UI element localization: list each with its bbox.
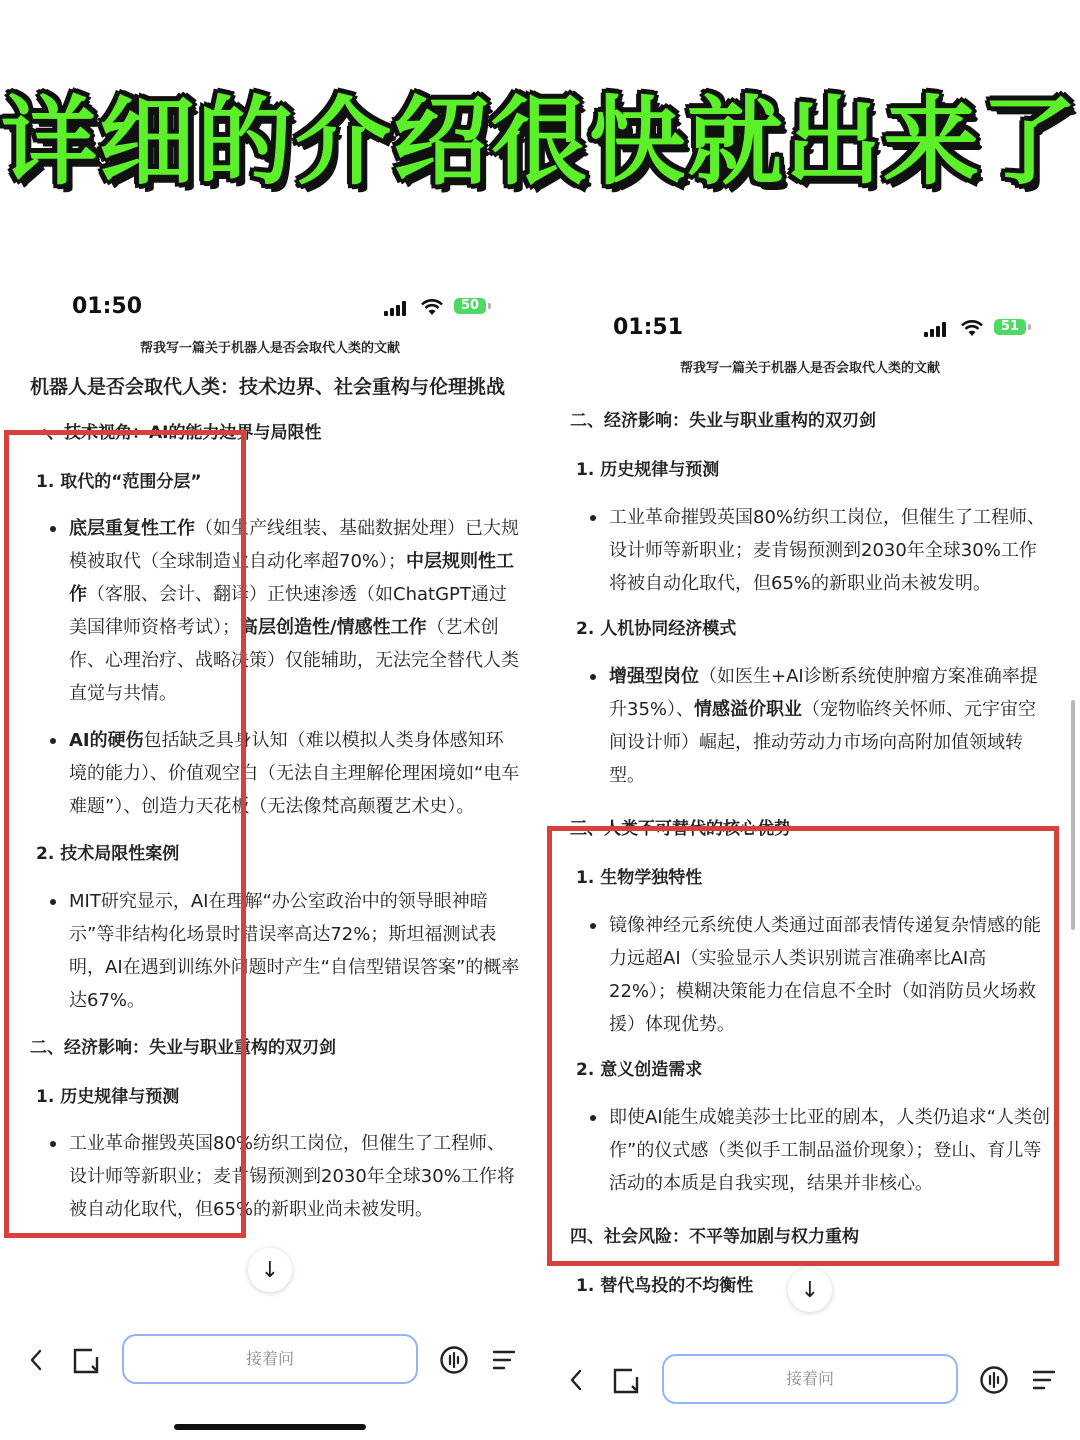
cellular-signal-icon [384,300,406,316]
subsection-heading: 1. 生物学独特性 [576,868,703,888]
status-time: 01:51 [613,315,684,340]
follow-up-input[interactable]: 接着问 [662,1354,958,1404]
menu-lines-icon[interactable] [1030,1365,1058,1395]
status-bar [540,312,1080,352]
new-chat-icon[interactable] [70,1345,102,1377]
subsection-heading: 1. 替代鸟投的不均衡性 [576,1276,754,1296]
menu-lines-icon[interactable] [490,1345,518,1375]
status-bar [0,290,540,330]
keyword: 高层创造性/情感性工作 [240,617,427,638]
subsection-heading: 1. 历史规律与预测 [36,1087,180,1107]
content-fade [0,1290,540,1330]
right-phone-screenshot [540,0,1080,1440]
new-chat-icon[interactable] [610,1365,642,1397]
bullet-item: 即使AI能生成媲美莎士比亚的剧本，人类仍追求“人类创作”的仪式感（类似手工制品溢价现象）；登山、育儿等活动的本质是自我实现，结果并非核心。 [570,1101,1052,1200]
section-heading: 一、技术视角：AI的能力边界与局限性 [30,423,322,443]
section-heading: 二、经济影响：失业与职业重构的双刃剑 [570,411,876,431]
keyword: 中层规则性工作 [69,551,515,605]
section-heading: 四、社会风险：不平等加剧与权力重构 [570,1227,859,1247]
battery-icon: 51 [994,319,1026,335]
section-heading: 三、人类不可替代的核心优势 [570,819,791,839]
headline-caption: 详细的介绍很快就出来了 [1,86,1079,198]
keyword: 情感溢价职业 [694,699,803,720]
voice-call-icon[interactable] [978,1364,1010,1396]
subsection-heading: 2. 意义创造需求 [576,1060,703,1080]
bullet-item: 增强型岗位（如医生+AI诊断系统使肿瘤方案准确率提升35%）、情感溢价职业（宠物临终关怀师、元宇宙空间设计师）崛起，推动劳动力市场向高附加值领域转型。 [570,660,1052,792]
subsection-heading: 2. 技术局限性案例 [36,844,180,864]
wifi-icon [960,319,984,337]
bullet-item: 底层重复性工作（如生产线组装、基础数据处理）已大规模被取代（全球制造业自动化率超70%）；中层规则性工作（客服、会计、翻译）正快速渗透（如ChatGPT通过美国律师资格考试）；高层创造性/情感性工作（艺术创作、心理治疗、战略决策）仅能辅助，无法完全替代人类直觉与共情。 [30,512,520,710]
bottom-toolbar [540,1350,1080,1410]
bullet-item: AI的硬伤包括缺乏具身认知（难以模拟人类身体感知环境的能力）、价值观空白（无法自主理解伦理困境如“电车难题”）、创造力天花板（无法像梵高颠覆艺术史）。 [30,724,520,823]
scroll-to-bottom-button[interactable] [788,1268,832,1312]
scroll-to-bottom-button[interactable] [248,1248,292,1292]
bullet-item: MIT研究显示，AI在理解“办公室政治中的领导眼神暗示”等非结构化场景时错误率高达72%；斯坦福测试表明，AI在遇到训练外问题时产生“自信型错误答案”的概率达67%。 [30,885,520,1017]
voice-call-icon[interactable] [438,1344,470,1376]
keyword: 增强型岗位 [609,666,699,687]
highlight-box [547,826,1059,1266]
question-title: 帮我写一篇关于机器人是否会取代人类的文献 [139,341,400,356]
question-title: 帮我写一篇关于机器人是否会取代人类的文献 [679,361,940,376]
status-time: 01:50 [72,294,143,319]
bullet-item: 镜像神经元系统使人类通过面部表情传递复杂情感的能力远超AI（实验显示人类识别谎言准确率比AI高22%）；模糊决策能力在信息不全时（如消防员火场救援）体现优势。 [570,909,1052,1041]
section-heading: 二、经济影响：失业与职业重构的双刃剑 [30,1038,336,1058]
bottom-toolbar [0,1330,540,1390]
keyword: AI的硬伤 [69,730,144,751]
back-chevron-icon[interactable] [22,1345,50,1375]
home-indicator [174,1424,366,1430]
highlight-box [4,430,246,1238]
document-title: 机器人是否会取代人类：技术边界、社会重构与伦理挑战 [30,376,506,398]
subsection-heading: 2. 人机协同经济模式 [576,619,737,639]
bullet-item: 工业革命摧毁英国80%纺织工岗位，但催生了工程师、设计师等新职业；麦肯锡预测到2030年全球30%工作将被自动化取代，但65%的新职业尚未被发明。 [30,1127,520,1226]
battery-icon: 50 [454,298,486,314]
arrow-down-icon: ↓ [260,1257,280,1283]
arrow-down-icon: ↓ [800,1277,820,1303]
keyword: 底层重复性工作 [69,518,195,539]
back-chevron-icon[interactable] [562,1365,590,1395]
subsection-heading: 1. 历史规律与预测 [576,460,720,480]
scrollbar[interactable] [1071,700,1075,930]
subsection-heading: 1. 取代的“范围分层” [36,472,202,492]
cellular-signal-icon [924,321,946,337]
wifi-icon [420,298,444,316]
bullet-item: 工业革命摧毁英国80%纺织工岗位，但催生了工程师、设计师等新职业；麦肯锡预测到2030年全球30%工作将被自动化取代，但65%的新职业尚未被发明。 [570,501,1052,600]
content-fade [540,1312,1080,1352]
follow-up-input[interactable]: 接着问 [122,1334,418,1384]
